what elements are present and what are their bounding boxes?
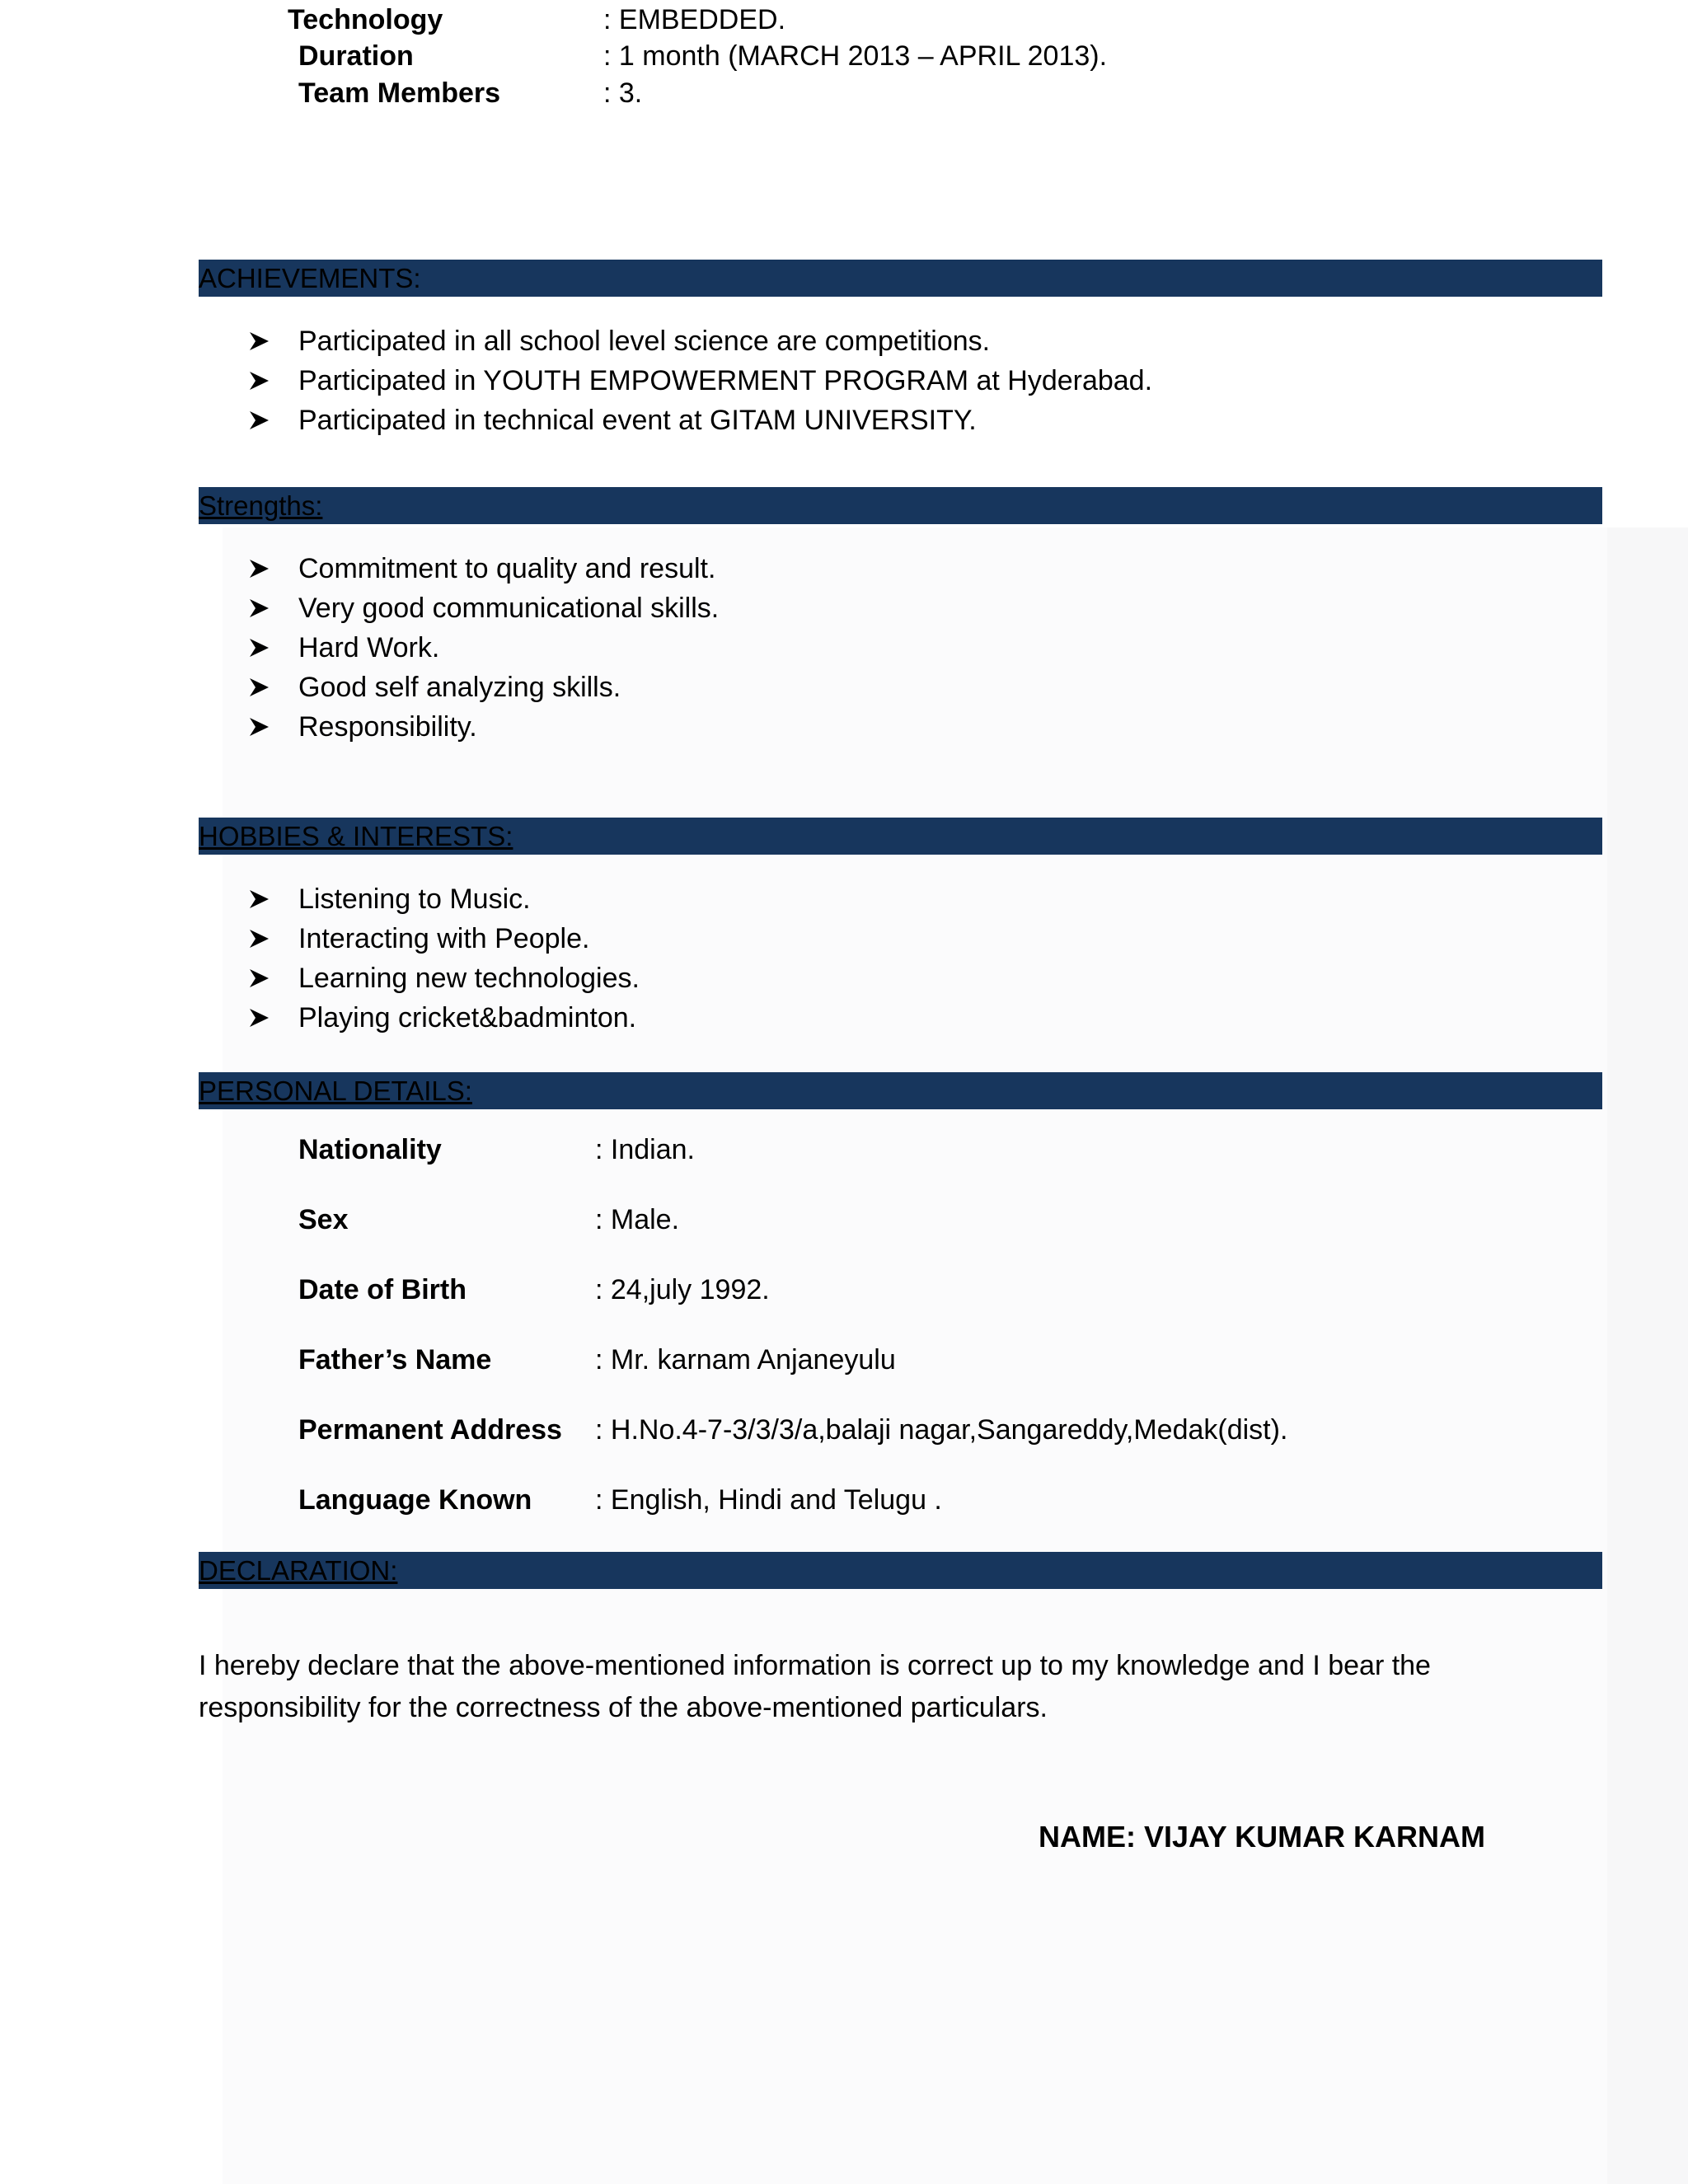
personal-label: Language Known	[298, 1484, 532, 1516]
strength-item-text: Hard Work.	[298, 632, 440, 663]
hobby-item-text: Listening to Music.	[298, 883, 531, 915]
hobby-item-text: Learning new technologies.	[298, 963, 640, 994]
personal-value: : English, Hindi and Telugu .	[595, 1484, 942, 1516]
personal-label: Father’s Name	[298, 1344, 492, 1376]
arrowhead-bullet-icon	[247, 551, 272, 587]
project-label-duration: Duration	[298, 40, 414, 72]
project-value-technology: : EMBEDDED.	[603, 4, 786, 35]
arrowhead-bullet-icon	[247, 363, 272, 399]
personal-label: Nationality	[298, 1134, 442, 1165]
hobbies-title: HOBBIES & INTERESTS:	[199, 821, 513, 851]
achievement-item-text: Participated in YOUTH EMPOWERMENT PROGRAM at Hyderabad.	[298, 365, 1153, 396]
personal-value: : Mr. karnam Anjaneyulu	[595, 1344, 896, 1376]
arrowhead-bullet-icon	[247, 881, 272, 917]
hobby-item-text: Playing cricket&badminton.	[298, 1002, 637, 1033]
achievements-title: ACHIEVEMENTS:	[199, 263, 421, 293]
personal-value: : Male.	[595, 1204, 680, 1235]
personal-details-title: PERSONAL DETAILS:	[199, 1076, 472, 1106]
strength-item-text: Responsibility.	[298, 711, 477, 743]
project-label-team-members: Team Members	[298, 77, 501, 109]
strength-item-text: Good self analyzing skills.	[298, 672, 621, 703]
project-value-duration: : 1 month (MARCH 2013 – APRIL 2013).	[603, 40, 1108, 72]
personal-label: Date of Birth	[298, 1274, 467, 1305]
personal-label: Sex	[298, 1204, 349, 1235]
signature-name: NAME: VIJAY KUMAR KARNAM	[1039, 1820, 1486, 1854]
arrowhead-bullet-icon	[247, 590, 272, 626]
arrowhead-bullet-icon	[247, 921, 272, 957]
declaration-header-bar	[199, 1552, 1602, 1589]
strengths-title: Strengths:	[199, 490, 323, 521]
achievement-item-text: Participated in technical event at GITAM UNIVERSITY.	[298, 405, 977, 436]
project-label-technology: Technology	[288, 4, 443, 35]
project-value-team-members: : 3.	[603, 77, 643, 109]
arrowhead-bullet-icon	[247, 960, 272, 996]
hobby-item-text: Interacting with People.	[298, 923, 590, 954]
arrowhead-bullet-icon	[247, 323, 272, 359]
declaration-title: DECLARATION:	[199, 1555, 398, 1586]
declaration-text: I hereby declare that the above-mentioned information is correct up to my knowledge and I bear the responsibility for the correctness of the above-mentioned particulars.	[199, 1650, 1431, 1723]
personal-value: : Indian.	[595, 1134, 695, 1165]
personal-value: : H.No.4-7-3/3/3/a,balaji nagar,Sangareddy,Medak(dist).	[595, 1414, 1288, 1446]
achievement-item-text: Participated in all school level science are competitions.	[298, 326, 991, 357]
arrowhead-bullet-icon	[247, 630, 272, 666]
strength-item-text: Very good communicational skills.	[298, 593, 720, 624]
arrowhead-bullet-icon	[247, 402, 272, 438]
personal-label: Permanent Address	[298, 1414, 562, 1446]
arrowhead-bullet-icon	[247, 669, 272, 705]
strengths-header-bar	[199, 487, 1602, 524]
arrowhead-bullet-icon	[247, 709, 272, 745]
page-shade-strip	[1607, 527, 1688, 2184]
arrowhead-bullet-icon	[247, 1000, 272, 1036]
strength-item-text: Commitment to quality and result.	[298, 553, 716, 584]
personal-value: : 24,july 1992.	[595, 1274, 770, 1305]
